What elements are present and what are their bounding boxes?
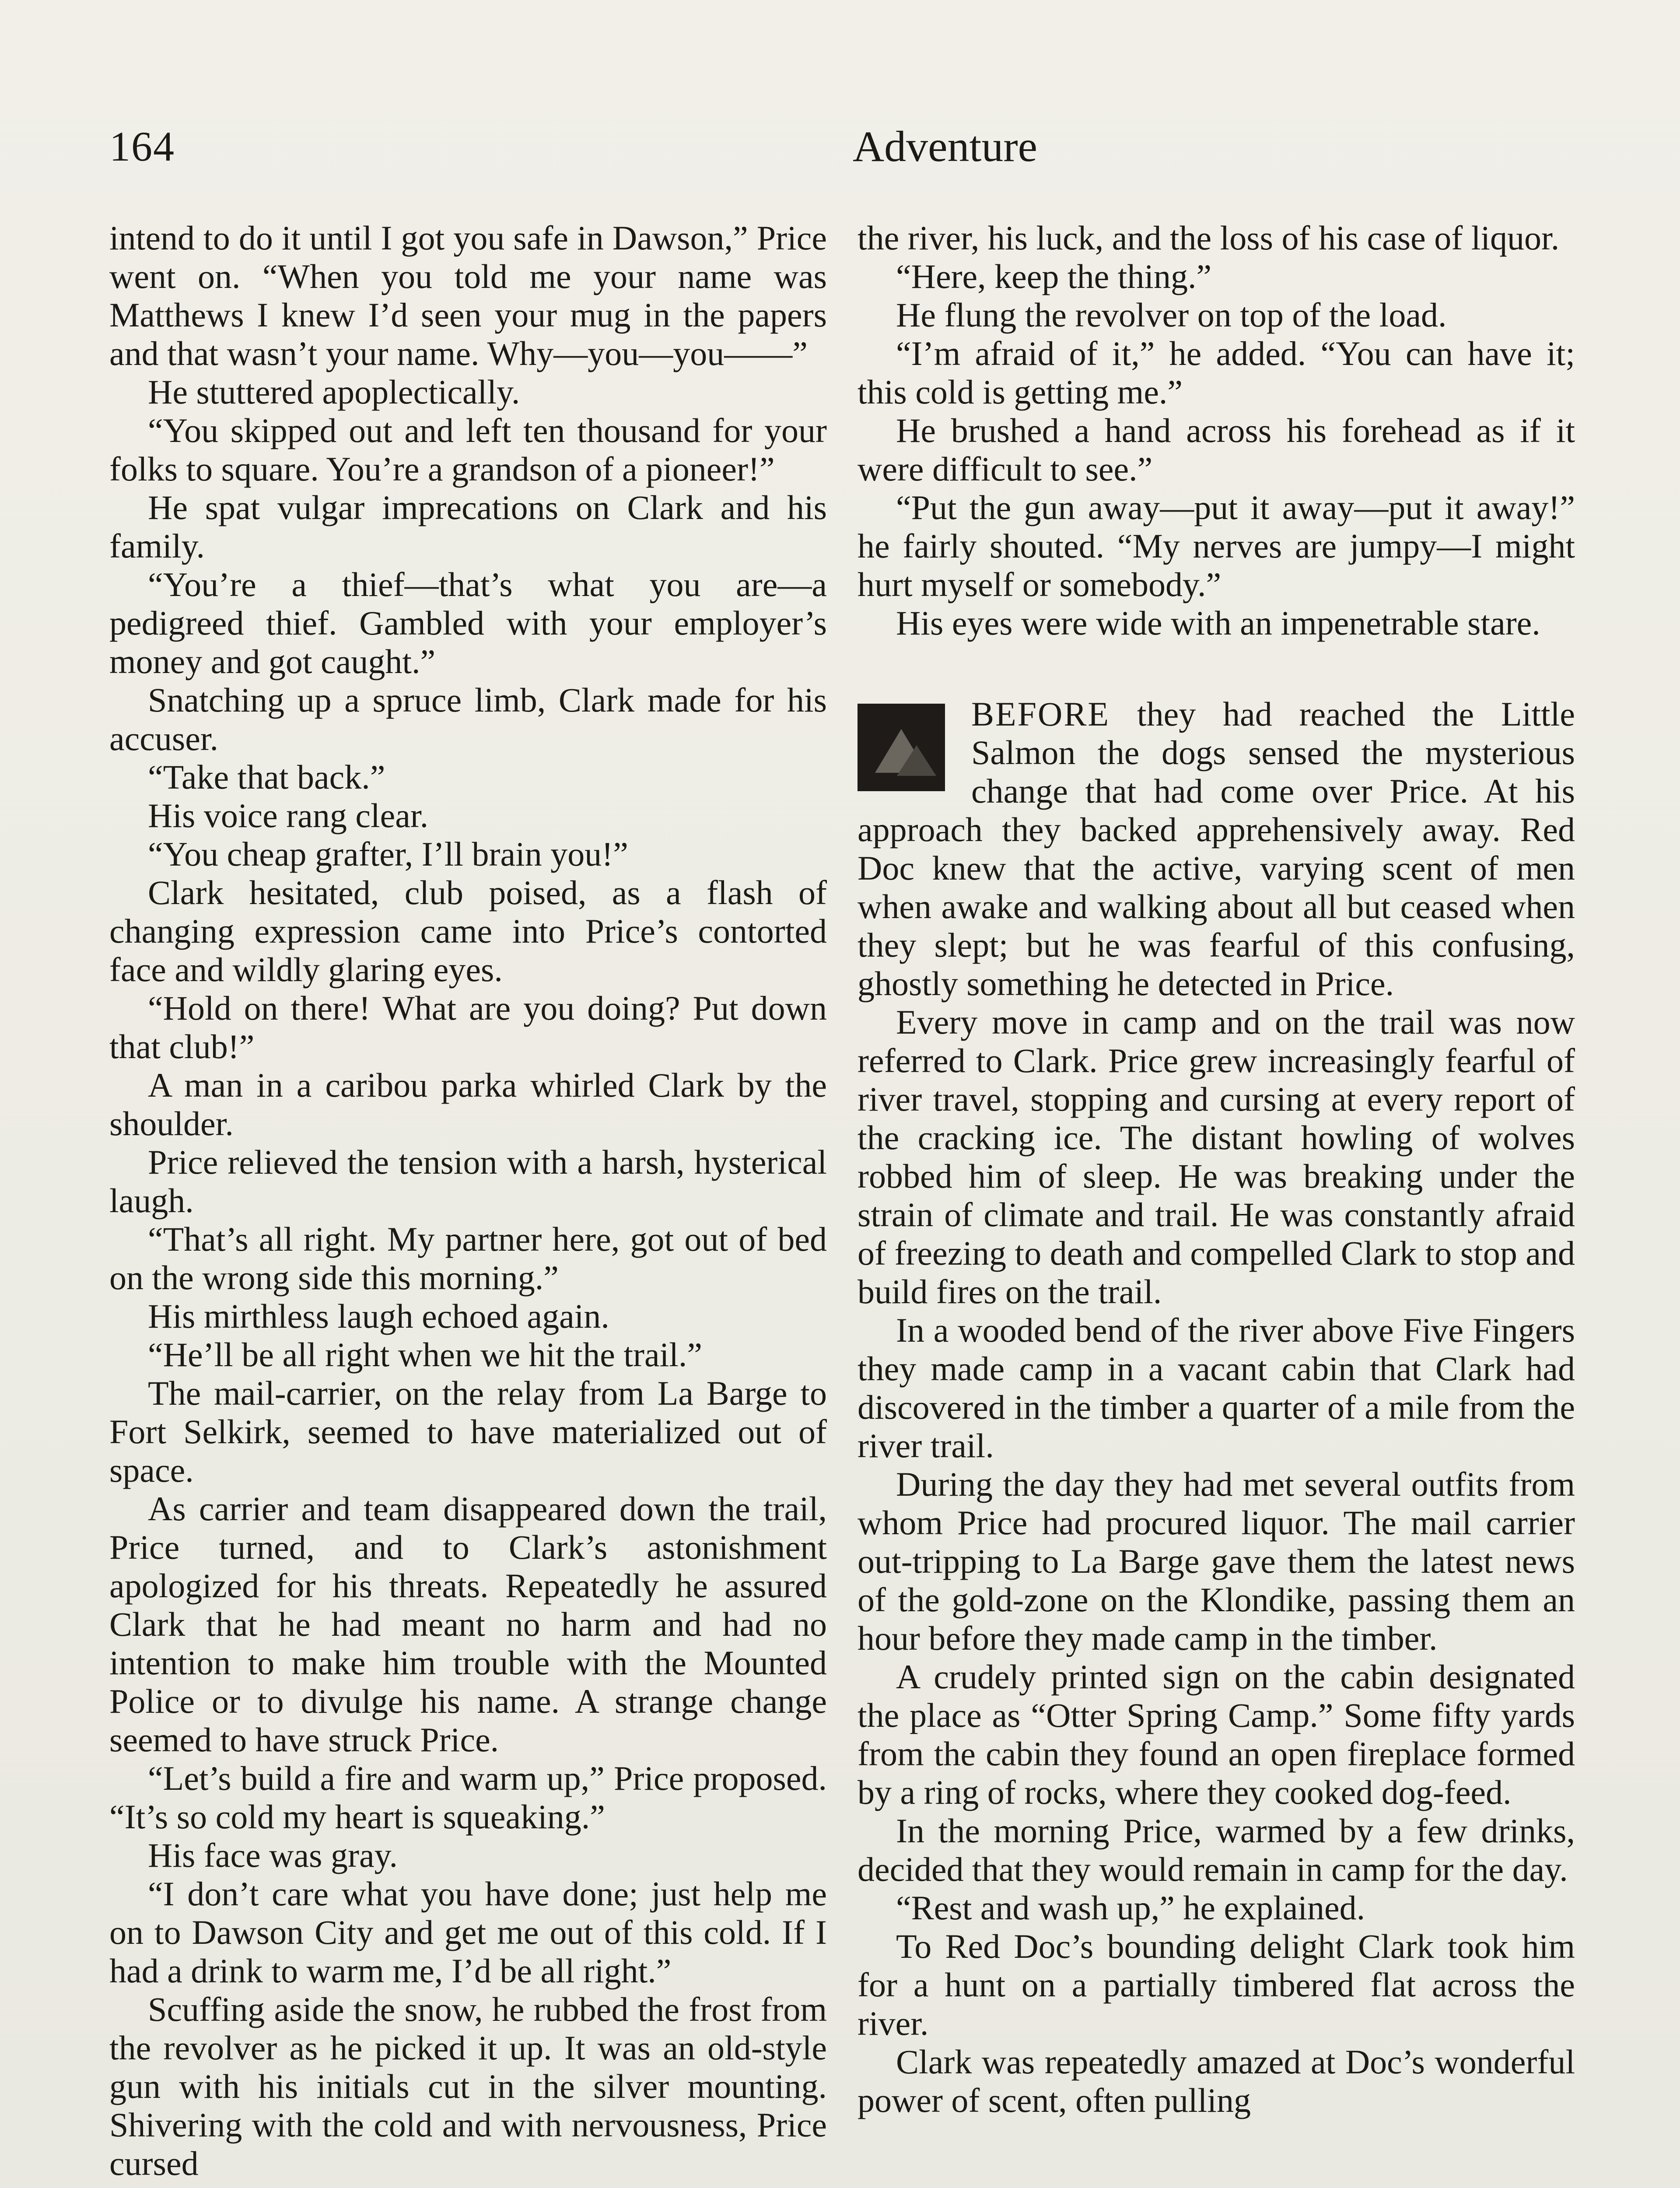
paragraph: “Take that back.” — [148, 758, 385, 796]
paragraph: His eyes were wide with an impenetrable stare. — [896, 604, 1540, 642]
paragraph: A crudely printed sign on the cabin designated the place as “Otter Spring Camp.” Some fifty yards from the cabin they found an open fireplace formed by a ring of rocks, where they cooked dog-feed. — [858, 1658, 1575, 1811]
paragraph: Scuffing aside the snow, he rubbed the frost from the revolver as he picked it up. It was an old-style gun with his initials cut in the silver mounting. Shivering with the cold and with nervousness, Price cursed — [109, 1990, 827, 2182]
section-break — [858, 642, 1575, 695]
paragraph: In a wooded bend of the river above Five Fingers they made camp in a vacant cabin that Clark had discovered in the timber a quarter of a mile from the river trail. — [858, 1311, 1575, 1465]
opening-text: they had reached the Little Salmon the dogs sensed the mysterious change that had come over Price. At his approach they backed apprehensively away. Red Doc knew that the active, varying scent of men when awake and walking about all but ceased when they slept; but he was fearful of this confusing, ghostly something he detected in Price. — [858, 695, 1575, 1003]
section-opening-paragraph — [858, 695, 1575, 1003]
page-header — [109, 120, 1592, 182]
paragraph: Every move in camp and on the trail was now referred to Clark. Price grew increasingly fearful of river travel, stopping and cursing at every report of the cracking ice. The distant howling of wolves robbed him of sleep. He was breaking under the strain of climate and trail. He was constantly afraid of freezing to death and compelled Clark to stop and build fires on the trail. — [858, 1003, 1575, 1311]
paragraph: “That’s all right. My partner here, got out of bed on the wrong side this morning.” — [109, 1220, 827, 1297]
paragraph: “Rest and wash up,” he explained. — [896, 1889, 1365, 1927]
running-title: Adventure — [852, 122, 1038, 171]
paragraph: A man in a caribou parka whirled Clark by the shoulder. — [109, 1066, 827, 1143]
mountain-dropcap-icon — [858, 704, 945, 791]
paragraph: “Let’s build a fire and warm up,” Price proposed. “It’s so cold my heart is squeaking.” — [109, 1759, 827, 1836]
paragraph: The mail-carrier, on the relay from La Barge to Fort Selkirk, seemed to have materialized out of space. — [109, 1374, 827, 1489]
paragraph: the river, his luck, and the loss of his case of liquor. — [858, 219, 1560, 257]
paragraph: He stuttered apoplectically. — [148, 373, 520, 411]
paragraph: Clark hesitated, club poised, as a flash of changing expression came into Price’s contorted face and wildly glaring eyes. — [109, 873, 827, 989]
paragraph: “Put the gun away—put it away—put it away!” he fairly shouted. “My nerves are jumpy—I might hurt myself or somebody.” — [858, 488, 1575, 603]
paragraph: “You cheap grafter, I’ll brain you!” — [148, 835, 628, 873]
paragraph: His voice rang clear. — [148, 796, 429, 835]
page-number: 164 — [109, 123, 175, 170]
paragraph: He flung the revolver on top of the load. — [896, 296, 1447, 334]
paragraph: “You skipped out and left ten thousand for your folks to square. You’re a grandson of a pioneer!” — [109, 411, 827, 488]
paragraph: During the day they had met several outfits from whom Price had procured liquor. The mail carrier out-tripping to La Barge gave them the latest news of the gold-zone on the Klondike, passing them an hour before they made camp in the timber. — [858, 1465, 1575, 1657]
paragraph: Snatching up a spruce limb, Clark made for his accuser. — [109, 681, 827, 757]
paragraph: “Here, keep the thing.” — [896, 257, 1212, 295]
paragraph: “You’re a thief—that’s what you are—a pedigreed thief. Gambled with your employer’s money and got caught.” — [109, 565, 827, 680]
paragraph: As carrier and team disappeared down the trail, Price turned, and to Clark’s astonishment apologized for his threats. Repeatedly he assured Clark that he had meant no harm and had no intention to make him trouble with the Mounted Police or to divulge his name. A strange change seemed to have struck Price. — [109, 1490, 827, 1759]
paragraph: Clark was repeatedly amazed at Doc’s wonderful power of scent, often pulling — [858, 2043, 1575, 2119]
right-column — [858, 219, 1575, 2188]
paragraph: “I’m afraid of it,” he added. “You can have it; this cold is getting me.” — [858, 334, 1575, 411]
paragraph: To Red Doc’s bounding delight Clark took him for a hunt on a partially timbered flat across the river. — [858, 1927, 1575, 2042]
paragraph: Price relieved the tension with a harsh, hysterical laugh. — [109, 1143, 827, 1220]
paragraph: His mirthless laugh echoed again. — [148, 1297, 609, 1335]
paragraph: “I don’t care what you have done; just help me on to Dawson City and get me out of this cold. If I had a drink to warm me, I’d be all right.” — [109, 1875, 827, 1990]
paragraph: He spat vulgar imprecations on Clark and his family. — [109, 488, 827, 565]
paragraph: He brushed a hand across his forehead as if it were difficult to see.” — [858, 411, 1575, 488]
paragraph: “He’ll be all right when we hit the trail.” — [148, 1336, 703, 1374]
paragraph: “Hold on there! What are you doing? Put down that club!” — [109, 989, 827, 1066]
left-column — [109, 219, 827, 2188]
paragraph: intend to do it until I got you safe in Dawson,” Price went on. “When you told me your name was Matthews I knew I’d seen your mug in the papers and that wasn’t your name. Why—you—you——” — [109, 219, 827, 372]
paragraph: His face was gray. — [148, 1836, 398, 1874]
opening-word: BEFORE — [971, 695, 1110, 733]
paragraph: In the morning Price, warmed by a few drinks, decided that they would remain in camp for the day. — [858, 1812, 1575, 1888]
